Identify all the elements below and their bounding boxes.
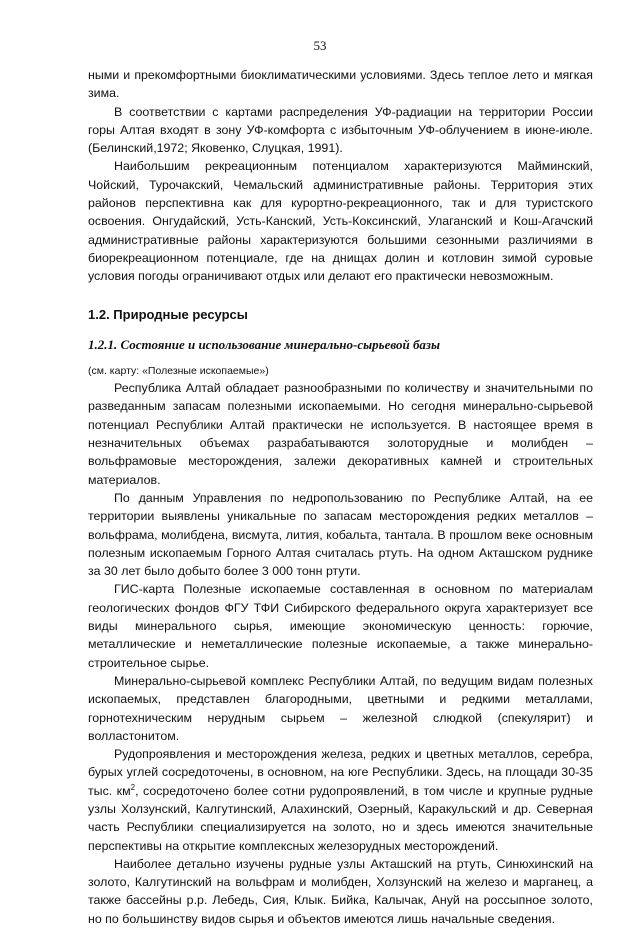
ore-text-part-1: Рудопроявления и месторождения железа, редких и цветных металлов, серебра, бурых углей сосредоточены, в основном, на юге Республики. Здесь, на площади 30-35 тыс. км — [88, 747, 593, 798]
paragraph-uv-radiation: В соответствии с картами распределения УФ-радиации на территории России горы Алтая входят в зону УФ-комфорта с избыточным УФ-облучением в июне-июле. (Белинский,1972; Яковенко, Слуцкая, 1991). — [88, 104, 593, 156]
paragraph-mineral-overview: Республика Алтай обладает разнообразными по количеству и значительными по разведанным запасам полезными ископаемыми. Но сегодня минерально-сырьевой потенциал Республики Алтай практически не используется. В настоящее время в незначительных объемах разрабатываются золоторудные и молибден – вольфрамовые месторождения, залежи декоративных камней и строительных материалов. — [88, 381, 593, 487]
ore-text-part-2: , сосредоточено более сотни рудопроявлений, в том числе и крупные рудные узлы Холзунский, Калгутинский, Алахинский, Озерный, Каракульский и др. Северная часть Республики специализируется на золото, но и здесь имеются значительные перспективы на открытие комплексных железорудных месторождений. — [88, 783, 593, 853]
paragraph-recreation-potential: Наибольшим рекреационным потенциалом характеризуются Майминский, Чойский, Турочакский, Чемальский административные районы. Территория этих районов перспективна как для курортно-рекреационного, так и для туристского освоения. Онгудайский, Усть-Канский, Усть-Коксинский, Улаганский и Кош-Агачский административные районы характеризуются большими сезонными различиями в биорекреационном потенциале, где на днищах долин и котловин зимой суровые условия погоды ограничивают отдых или делают его практически невозможным. — [88, 159, 593, 284]
subsection-heading: 1.2.1. Состояние и использование минерально-сырьевой базы — [88, 336, 441, 352]
section-heading: 1.2. Природные ресурсы — [88, 306, 248, 322]
paragraph-gis-map: ГИС-карта Полезные ископаемые составленная в основном по материалам геологических фондов ФГУ ТФИ Сибирского федерального округа характеризует все виды минерального сырья, имеющие экономическую ценность: горючие, металлические и неметаллические полезные ископаемые, а также минерально-строительное сырье. — [88, 582, 593, 670]
paragraph-rare-metals: По данным Управления по недропользованию по Республике Алтай, на ее территории выявлены уникальные по запасам месторождения редких металлов – вольфрама, молибдена, висмута, лития, кобальта, тантала. В прошлом веке основным полезным ископаемым Горного Алтая считалась ртуть. На одном Акташском руднике за 30 лет было добыто более 3 000 тонн ртути. — [88, 490, 593, 579]
map-reference-note: (см. карту: «Полезные ископаемые») — [88, 365, 269, 378]
paragraph-ore-occurrences — [88, 745, 593, 855]
paragraph-mineral-complex: Минерально-сырьевой комплекс Республики Алтай, по ведущим видам полезных ископаемых, представлен благородными, цветными и редкими металлами, горнотехническим нерудным сырьем – железной слюдкой (спекулярит) и волластонитом. — [88, 673, 593, 743]
page-number: 53 — [313, 38, 327, 53]
paragraph-ore-nodes: Наиболее детально изучены рудные узлы Акташский на ртуть, Синюхинский на золото, Калгутинский на вольфрам и молибден, Холзунский на железо и марганец, а также бассейны р.р. Лебедь, Сия, Клык. Бийка, Калычак, Ануй на россыпное золото, но по большинству видов сырья и объектов имеются лишь начальные сведения. — [88, 856, 593, 926]
paragraph-continuation: ными и прекомфортными биоклиматическими условиями. Здесь теплое лето и мягкая зима. — [88, 68, 593, 101]
superscript-squared: 2 — [130, 782, 136, 792]
page-content — [88, 66, 593, 928]
